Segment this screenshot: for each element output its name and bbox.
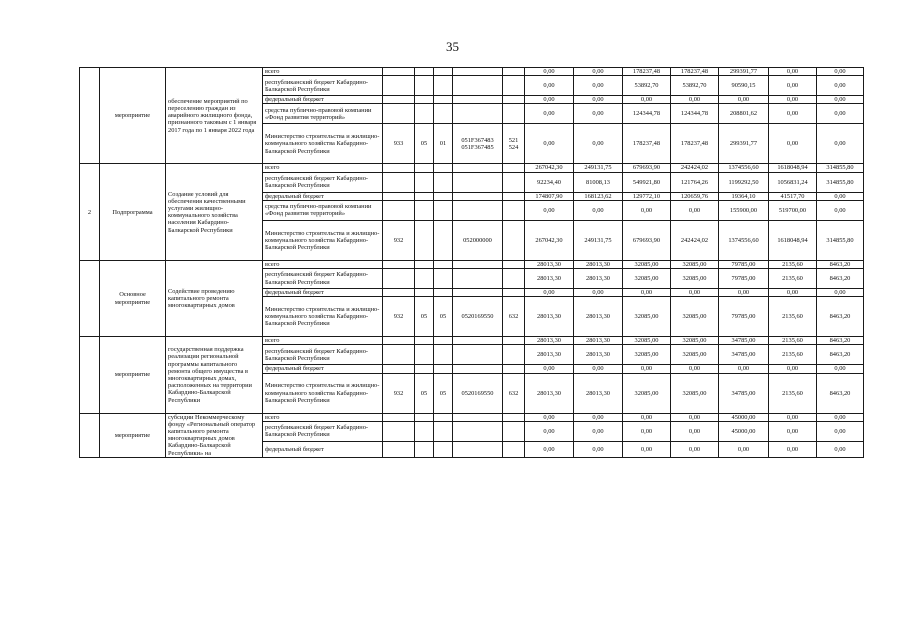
amount-cell: 28013,30 bbox=[525, 373, 574, 413]
amount-cell: 28013,30 bbox=[574, 337, 623, 345]
target-article-code bbox=[453, 200, 503, 220]
amount-cell: 0,00 bbox=[525, 441, 574, 457]
amount-cell: 267042,30 bbox=[525, 164, 574, 172]
amount-cell: 168123,62 bbox=[574, 192, 623, 200]
amount-cell: 79785,00 bbox=[719, 269, 769, 289]
subsection-code bbox=[434, 164, 453, 172]
amount-cell: 0,00 bbox=[574, 96, 623, 104]
amount-cell: 28013,30 bbox=[525, 297, 574, 337]
funding-source: Министерство строительства и жилищно-коммунального хозяйства Кабардино-Балкарской Республики bbox=[263, 373, 383, 413]
funding-source: Министерство строительства и жилищно-коммунального хозяйства Кабардино-Балкарской Республики bbox=[263, 220, 383, 260]
amount-cell: 32085,00 bbox=[623, 260, 671, 268]
target-article-code: 0520169550 bbox=[453, 297, 503, 337]
target-article-code: 052000000 bbox=[453, 220, 503, 260]
amount-cell: 178237,48 bbox=[671, 124, 719, 164]
section-code bbox=[415, 96, 434, 104]
amount-cell: 249131,75 bbox=[574, 164, 623, 172]
amount-cell: 267042,30 bbox=[525, 220, 574, 260]
target-article-code bbox=[453, 96, 503, 104]
amount-cell: 0,00 bbox=[574, 68, 623, 76]
section-code bbox=[415, 68, 434, 76]
grbs-code bbox=[383, 104, 415, 124]
program-type: мероприятие bbox=[100, 413, 166, 457]
funding-source: республиканский бюджет Кабардино-Балкарской Республики bbox=[263, 269, 383, 289]
grbs-code bbox=[383, 96, 415, 104]
expense-type-code bbox=[503, 164, 525, 172]
grbs-code bbox=[383, 172, 415, 192]
table-row bbox=[80, 337, 864, 345]
expense-type-code bbox=[503, 365, 525, 373]
target-article-code bbox=[453, 345, 503, 365]
amount-cell: 0,00 bbox=[574, 124, 623, 164]
amount-cell: 129772,10 bbox=[623, 192, 671, 200]
amount-cell: 32085,00 bbox=[623, 373, 671, 413]
amount-cell: 121764,26 bbox=[671, 172, 719, 192]
amount-cell: 32085,00 bbox=[623, 297, 671, 337]
section-code bbox=[415, 413, 434, 421]
section-code bbox=[415, 260, 434, 268]
expense-type-code bbox=[503, 345, 525, 365]
amount-cell: 0,00 bbox=[769, 289, 817, 297]
amount-cell: 34785,00 bbox=[719, 373, 769, 413]
amount-cell: 1056831,24 bbox=[769, 172, 817, 192]
amount-cell: 0,00 bbox=[769, 421, 817, 441]
table-row bbox=[80, 164, 864, 172]
subsection-code bbox=[434, 96, 453, 104]
section-code bbox=[415, 76, 434, 96]
amount-cell: 32085,00 bbox=[671, 337, 719, 345]
subsection-code bbox=[434, 104, 453, 124]
expense-type-code bbox=[503, 68, 525, 76]
grbs-code bbox=[383, 441, 415, 457]
target-article-code: 051F367483 051F367485 bbox=[453, 124, 503, 164]
row-index bbox=[80, 337, 100, 413]
amount-cell: 2135,60 bbox=[769, 260, 817, 268]
expense-type-code bbox=[503, 269, 525, 289]
amount-cell: 0,00 bbox=[769, 441, 817, 457]
amount-cell: 0,00 bbox=[623, 421, 671, 441]
amount-cell: 1618048,94 bbox=[769, 164, 817, 172]
amount-cell: 0,00 bbox=[817, 104, 864, 124]
section-code: 05 bbox=[415, 373, 434, 413]
grbs-code: 932 bbox=[383, 297, 415, 337]
amount-cell: 19364,10 bbox=[719, 192, 769, 200]
amount-cell: 79785,00 bbox=[719, 260, 769, 268]
expense-type-code bbox=[503, 172, 525, 192]
funding-source: республиканский бюджет Кабардино- Балкарской Республики bbox=[263, 76, 383, 96]
amount-cell: 0,00 bbox=[817, 421, 864, 441]
program-name: обеспечение мероприятий по переселению граждан из аварийного жилищного фонда, признанного таковым с 1 января 2017 года по 1 января 2022 года bbox=[166, 68, 263, 164]
expense-type-code bbox=[503, 104, 525, 124]
amount-cell: 0,00 bbox=[769, 76, 817, 96]
amount-cell: 0,00 bbox=[525, 124, 574, 164]
amount-cell: 28013,30 bbox=[574, 297, 623, 337]
amount-cell: 2135,60 bbox=[769, 269, 817, 289]
amount-cell: 1618048,94 bbox=[769, 220, 817, 260]
program-name: Создание условий для обеспечения качественными услугами жилищно-коммунального хозяйства населения Кабардино-Балкарской Республики bbox=[166, 164, 263, 260]
amount-cell: 0,00 bbox=[671, 365, 719, 373]
target-article-code bbox=[453, 337, 503, 345]
amount-cell: 0,00 bbox=[671, 421, 719, 441]
amount-cell: 0,00 bbox=[525, 200, 574, 220]
amount-cell: 0,00 bbox=[623, 200, 671, 220]
expense-type-code bbox=[503, 192, 525, 200]
grbs-code bbox=[383, 269, 415, 289]
amount-cell: 178237,48 bbox=[623, 124, 671, 164]
subsection-code bbox=[434, 172, 453, 192]
amount-cell: 0,00 bbox=[769, 104, 817, 124]
amount-cell: 0,00 bbox=[525, 289, 574, 297]
funding-source: федеральный бюджет bbox=[263, 192, 383, 200]
amount-cell: 0,00 bbox=[623, 413, 671, 421]
amount-cell: 32085,00 bbox=[623, 269, 671, 289]
amount-cell: 0,00 bbox=[574, 365, 623, 373]
amount-cell: 0,00 bbox=[574, 413, 623, 421]
row-index bbox=[80, 260, 100, 336]
expense-type-code bbox=[503, 220, 525, 260]
amount-cell: 32085,00 bbox=[671, 269, 719, 289]
amount-cell: 2135,60 bbox=[769, 337, 817, 345]
funding-source: средства публично-правовой компании «Фонд развития территорий» bbox=[263, 200, 383, 220]
amount-cell: 0,00 bbox=[817, 68, 864, 76]
grbs-code bbox=[383, 200, 415, 220]
target-article-code bbox=[453, 172, 503, 192]
subsection-code bbox=[434, 76, 453, 96]
amount-cell: 1199292,50 bbox=[719, 172, 769, 192]
amount-cell: 8463,20 bbox=[817, 345, 864, 365]
grbs-code bbox=[383, 345, 415, 365]
amount-cell: 0,00 bbox=[525, 365, 574, 373]
amount-cell: 41517,70 bbox=[769, 192, 817, 200]
section-code bbox=[415, 421, 434, 441]
subsection-code: 01 bbox=[434, 124, 453, 164]
table-row bbox=[80, 413, 864, 421]
program-name: Содействие проведению капитального ремонта многоквартирных домов bbox=[166, 260, 263, 336]
subsection-code: 05 bbox=[434, 297, 453, 337]
amount-cell: 0,00 bbox=[769, 413, 817, 421]
funding-source: федеральный бюджет bbox=[263, 441, 383, 457]
expense-type-code bbox=[503, 413, 525, 421]
amount-cell: 174807,90 bbox=[525, 192, 574, 200]
amount-cell: 2135,60 bbox=[769, 297, 817, 337]
amount-cell: 0,00 bbox=[817, 76, 864, 96]
funding-source: федеральный бюджет bbox=[263, 289, 383, 297]
grbs-code bbox=[383, 289, 415, 297]
program-type: мероприятие bbox=[100, 337, 166, 413]
amount-cell: 0,00 bbox=[525, 76, 574, 96]
program-name: субсидии Некоммерческому фонду «Региональный оператор капитального ремонта многоквартирных домов Кабардино-Балкарской Республики» на bbox=[166, 413, 263, 457]
amount-cell: 314855,80 bbox=[817, 172, 864, 192]
expense-type-code: 521 524 bbox=[503, 124, 525, 164]
row-index: 2 bbox=[80, 164, 100, 260]
table-row bbox=[80, 260, 864, 268]
amount-cell: 0,00 bbox=[671, 441, 719, 457]
amount-cell: 208801,62 bbox=[719, 104, 769, 124]
target-article-code: 0520169550 bbox=[453, 373, 503, 413]
amount-cell: 0,00 bbox=[671, 413, 719, 421]
row-index bbox=[80, 68, 100, 164]
amount-cell: 28013,30 bbox=[525, 269, 574, 289]
page-number: 35 bbox=[446, 39, 459, 54]
amount-cell: 0,00 bbox=[574, 421, 623, 441]
budget-table bbox=[79, 67, 864, 458]
target-article-code bbox=[453, 421, 503, 441]
section-code bbox=[415, 337, 434, 345]
amount-cell: 0,00 bbox=[574, 76, 623, 96]
amount-cell: 0,00 bbox=[623, 365, 671, 373]
amount-cell: 45000,00 bbox=[719, 421, 769, 441]
funding-source: средства публично-правовой компании «Фонд развития территорий» bbox=[263, 104, 383, 124]
amount-cell: 0,00 bbox=[817, 365, 864, 373]
target-article-code bbox=[453, 192, 503, 200]
section-code bbox=[415, 104, 434, 124]
section-code bbox=[415, 164, 434, 172]
amount-cell: 8463,20 bbox=[817, 337, 864, 345]
expense-type-code: 632 bbox=[503, 373, 525, 413]
grbs-code bbox=[383, 260, 415, 268]
amount-cell: 0,00 bbox=[574, 200, 623, 220]
subsection-code bbox=[434, 413, 453, 421]
amount-cell: 0,00 bbox=[817, 413, 864, 421]
amount-cell: 34785,00 bbox=[719, 345, 769, 365]
amount-cell: 0,00 bbox=[817, 289, 864, 297]
amount-cell: 124344,78 bbox=[671, 104, 719, 124]
amount-cell: 81008,13 bbox=[574, 172, 623, 192]
amount-cell: 0,00 bbox=[817, 124, 864, 164]
funding-source: Министерство строительства и жилищно-коммунального хозяйства Кабардино-Балкарской Республики bbox=[263, 124, 383, 164]
amount-cell: 242424,02 bbox=[671, 220, 719, 260]
section-code bbox=[415, 345, 434, 365]
amount-cell: 0,00 bbox=[574, 289, 623, 297]
section-code: 05 bbox=[415, 124, 434, 164]
program-type: Основное мероприятие bbox=[100, 260, 166, 336]
grbs-code: 933 bbox=[383, 124, 415, 164]
target-article-code bbox=[453, 76, 503, 96]
section-code bbox=[415, 192, 434, 200]
subsection-code bbox=[434, 269, 453, 289]
amount-cell: 178237,48 bbox=[671, 68, 719, 76]
amount-cell: 2135,60 bbox=[769, 373, 817, 413]
amount-cell: 0,00 bbox=[525, 421, 574, 441]
amount-cell: 28013,30 bbox=[574, 373, 623, 413]
target-article-code bbox=[453, 68, 503, 76]
funding-source: республиканский бюджет Кабардино-Балкарской Республики bbox=[263, 172, 383, 192]
amount-cell: 90590,15 bbox=[719, 76, 769, 96]
table-row bbox=[80, 68, 864, 76]
amount-cell: 242424,02 bbox=[671, 164, 719, 172]
subsection-code bbox=[434, 260, 453, 268]
amount-cell: 0,00 bbox=[769, 68, 817, 76]
amount-cell: 28013,30 bbox=[574, 345, 623, 365]
amount-cell: 0,00 bbox=[671, 200, 719, 220]
funding-source: республиканский бюджет Кабардино-Балкарской Республики bbox=[263, 345, 383, 365]
funding-source: всего bbox=[263, 68, 383, 76]
section-code bbox=[415, 220, 434, 260]
amount-cell: 314855,80 bbox=[817, 220, 864, 260]
section-code bbox=[415, 365, 434, 373]
amount-cell: 0,00 bbox=[623, 96, 671, 104]
expense-type-code bbox=[503, 76, 525, 96]
amount-cell: 32085,00 bbox=[671, 260, 719, 268]
amount-cell: 8463,20 bbox=[817, 297, 864, 337]
target-article-code bbox=[453, 164, 503, 172]
row-index bbox=[80, 413, 100, 457]
amount-cell: 28013,30 bbox=[525, 337, 574, 345]
amount-cell: 32085,00 bbox=[671, 373, 719, 413]
expense-type-code: 632 bbox=[503, 297, 525, 337]
subsection-code bbox=[434, 200, 453, 220]
amount-cell: 0,00 bbox=[525, 413, 574, 421]
section-code bbox=[415, 289, 434, 297]
subsection-code bbox=[434, 220, 453, 260]
amount-cell: 28013,30 bbox=[574, 260, 623, 268]
amount-cell: 34785,00 bbox=[719, 337, 769, 345]
funding-source: Министерство строительства и жилищно-коммунального хозяйства Кабардино-Балкарской Республики bbox=[263, 297, 383, 337]
amount-cell: 0,00 bbox=[574, 104, 623, 124]
program-type: мероприятие bbox=[100, 68, 166, 164]
amount-cell: 0,00 bbox=[525, 104, 574, 124]
grbs-code bbox=[383, 365, 415, 373]
amount-cell: 28013,30 bbox=[525, 260, 574, 268]
amount-cell: 0,00 bbox=[671, 289, 719, 297]
amount-cell: 0,00 bbox=[719, 441, 769, 457]
subsection-code: 05 bbox=[434, 373, 453, 413]
grbs-code bbox=[383, 421, 415, 441]
target-article-code bbox=[453, 413, 503, 421]
target-article-code bbox=[453, 260, 503, 268]
expense-type-code bbox=[503, 200, 525, 220]
amount-cell: 0,00 bbox=[769, 365, 817, 373]
amount-cell: 32085,00 bbox=[671, 345, 719, 365]
amount-cell: 679693,90 bbox=[623, 164, 671, 172]
amount-cell: 0,00 bbox=[817, 441, 864, 457]
grbs-code bbox=[383, 164, 415, 172]
subsection-code bbox=[434, 421, 453, 441]
amount-cell: 1374556,60 bbox=[719, 164, 769, 172]
amount-cell: 0,00 bbox=[817, 192, 864, 200]
amount-cell: 0,00 bbox=[719, 365, 769, 373]
section-code bbox=[415, 172, 434, 192]
amount-cell: 8463,20 bbox=[817, 373, 864, 413]
section-code bbox=[415, 269, 434, 289]
amount-cell: 0,00 bbox=[623, 289, 671, 297]
grbs-code bbox=[383, 192, 415, 200]
amount-cell: 28013,30 bbox=[574, 269, 623, 289]
subsection-code bbox=[434, 441, 453, 457]
target-article-code bbox=[453, 441, 503, 457]
amount-cell: 1374556,60 bbox=[719, 220, 769, 260]
amount-cell: 0,00 bbox=[817, 96, 864, 104]
grbs-code bbox=[383, 76, 415, 96]
amount-cell: 679693,90 bbox=[623, 220, 671, 260]
section-code bbox=[415, 441, 434, 457]
amount-cell: 53892,70 bbox=[671, 76, 719, 96]
target-article-code bbox=[453, 104, 503, 124]
grbs-code: 932 bbox=[383, 220, 415, 260]
amount-cell: 314855,80 bbox=[817, 164, 864, 172]
program-type: Подпрограмма bbox=[100, 164, 166, 260]
amount-cell: 0,00 bbox=[769, 124, 817, 164]
funding-source: всего bbox=[263, 164, 383, 172]
amount-cell: 0,00 bbox=[525, 68, 574, 76]
amount-cell: 0,00 bbox=[719, 289, 769, 297]
amount-cell: 28013,30 bbox=[525, 345, 574, 365]
amount-cell: 0,00 bbox=[769, 96, 817, 104]
amount-cell: 45000,00 bbox=[719, 413, 769, 421]
amount-cell: 0,00 bbox=[719, 96, 769, 104]
funding-source: федеральный бюджет bbox=[263, 96, 383, 104]
amount-cell: 549921,80 bbox=[623, 172, 671, 192]
amount-cell: 0,00 bbox=[817, 200, 864, 220]
amount-cell: 53892,70 bbox=[623, 76, 671, 96]
amount-cell: 178237,48 bbox=[623, 68, 671, 76]
target-article-code bbox=[453, 365, 503, 373]
amount-cell: 120659,76 bbox=[671, 192, 719, 200]
expense-type-code bbox=[503, 260, 525, 268]
subsection-code bbox=[434, 289, 453, 297]
subsection-code bbox=[434, 68, 453, 76]
amount-cell: 519700,00 bbox=[769, 200, 817, 220]
amount-cell: 249131,75 bbox=[574, 220, 623, 260]
program-name: государственная поддержка реализации региональной программы капитального ремонта общего имущества в многоквартирных домах, расположенных на территории Кабардино-Балкарской Республики bbox=[166, 337, 263, 413]
amount-cell: 299391,77 bbox=[719, 124, 769, 164]
amount-cell: 32085,00 bbox=[671, 297, 719, 337]
amount-cell: 79785,00 bbox=[719, 297, 769, 337]
amount-cell: 299391,77 bbox=[719, 68, 769, 76]
expense-type-code bbox=[503, 421, 525, 441]
amount-cell: 32085,00 bbox=[623, 345, 671, 365]
amount-cell: 155900,00 bbox=[719, 200, 769, 220]
expense-type-code bbox=[503, 289, 525, 297]
amount-cell: 0,00 bbox=[671, 96, 719, 104]
funding-source: всего bbox=[263, 260, 383, 268]
expense-type-code bbox=[503, 441, 525, 457]
grbs-code: 932 bbox=[383, 373, 415, 413]
amount-cell: 0,00 bbox=[623, 441, 671, 457]
funding-source: всего bbox=[263, 413, 383, 421]
grbs-code bbox=[383, 337, 415, 345]
amount-cell: 8463,20 bbox=[817, 260, 864, 268]
target-article-code bbox=[453, 289, 503, 297]
funding-source: всего bbox=[263, 337, 383, 345]
subsection-code bbox=[434, 365, 453, 373]
funding-source: федеральный бюджет bbox=[263, 365, 383, 373]
amount-cell: 2135,60 bbox=[769, 345, 817, 365]
amount-cell: 0,00 bbox=[574, 441, 623, 457]
grbs-code bbox=[383, 68, 415, 76]
amount-cell: 8463,20 bbox=[817, 269, 864, 289]
section-code bbox=[415, 200, 434, 220]
subsection-code bbox=[434, 345, 453, 365]
amount-cell: 32085,00 bbox=[623, 337, 671, 345]
funding-source: республиканский бюджет Кабардино-Балкарской Республики bbox=[263, 421, 383, 441]
amount-cell: 92234,40 bbox=[525, 172, 574, 192]
subsection-code bbox=[434, 337, 453, 345]
subsection-code bbox=[434, 192, 453, 200]
grbs-code bbox=[383, 413, 415, 421]
section-code: 05 bbox=[415, 297, 434, 337]
amount-cell: 124344,78 bbox=[623, 104, 671, 124]
target-article-code bbox=[453, 269, 503, 289]
expense-type-code bbox=[503, 96, 525, 104]
amount-cell: 0,00 bbox=[525, 96, 574, 104]
expense-type-code bbox=[503, 337, 525, 345]
